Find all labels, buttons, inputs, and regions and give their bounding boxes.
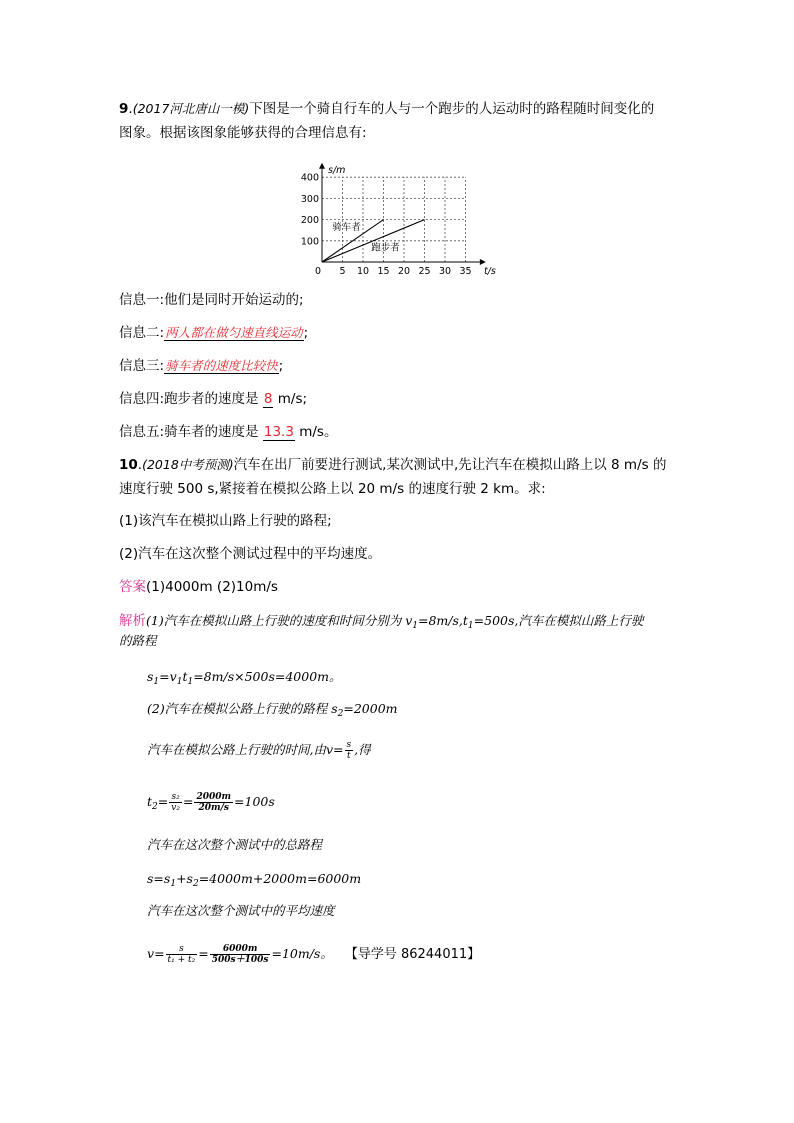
equation-3-text: =4000m+2000m=6000m (198, 871, 362, 886)
equation-4-result: =10m/s。 (271, 946, 333, 961)
equation-2-num: 2000m (196, 792, 232, 802)
analysis-label: 解析 (119, 613, 146, 629)
info-2-answer: 两人都在做匀速直线运动 (165, 325, 303, 340)
info-5-answer: 13.3 (263, 424, 294, 440)
answer-line (119, 578, 278, 596)
q10-stem-2: 速度行驶 500 s,紧接着在模拟公路上以 20 m/s 的速度行驶 2 km。求: (119, 481, 546, 497)
x-tick-label: 5 (339, 266, 346, 277)
q9-line-1: 9.(2017河北唐山一模)下图是一个骑自行车的人与一个跑步的人运动时的路程随时间变化的 (119, 101, 655, 117)
x-tick-label: 20 (397, 266, 411, 277)
info-4-text: 跑步者的速度是 (164, 391, 259, 407)
info-4-label: 信息四: (119, 391, 165, 407)
info-3-tail: ; (278, 358, 284, 374)
q10-stem-1: 汽车在出厂前要进行测试,某次测试中,先让汽车在模拟山路上以 8 m/s 的 (233, 457, 667, 473)
answer-label: 答案 (119, 579, 146, 595)
x-tick-label: 25 (418, 266, 431, 277)
distance-time-chart (300, 154, 500, 279)
x-tick-label: 35 (459, 266, 472, 277)
q9-stem-1: 下图是一个骑自行车的人与一个跑步的人运动时的路程随时间变化的 (249, 101, 655, 117)
q9-source: (2017河北唐山一模) (132, 101, 250, 116)
info-3 (119, 357, 283, 375)
info-5-text: 骑车者的速度是 (164, 424, 259, 440)
info-5-label: 信息五: (119, 424, 165, 440)
info-2 (119, 324, 308, 342)
info-4-tail: m/s; (277, 391, 308, 407)
q10-sub-1: (1)该汽车在模拟山路上行驶的路程; (119, 513, 332, 529)
x-tick-label: 0 (314, 266, 322, 277)
equation-4-num: 6000m (210, 944, 271, 955)
analysis-l2: 的路程 (119, 633, 157, 648)
chart-ticks (301, 173, 472, 277)
analysis-line-3: (2)汽车在模拟公路上行驶的路程 $s_2=2000m$ (147, 701, 398, 719)
series-label: 跑步者 (371, 242, 400, 254)
x-axis-label: t/s (483, 266, 496, 277)
q10-sub-2: (2)汽车在这次整个测试过程中的平均速度。 (119, 546, 382, 562)
analysis-l5: 汽车在这次整个测试中的总路程 (147, 837, 323, 852)
info-1 (119, 291, 304, 309)
q9-number: 9 (119, 101, 129, 117)
info-1-label: 信息一: (119, 292, 165, 308)
series-label: 骑车者 (332, 222, 361, 234)
equation-4-den: 500s＋100s (211, 955, 269, 965)
info-1-text: 他们是同时开始运动的; (164, 292, 304, 308)
guide-reference: 【导学号 86244011】 (344, 947, 481, 962)
analysis-l6: 汽车在这次整个测试中的平均速度 (147, 903, 335, 918)
y-tick-label: 100 (300, 236, 319, 248)
analysis-l4: 汽车在模拟公路上行驶的时间,由 (147, 742, 326, 757)
y-tick-label: 400 (300, 172, 319, 184)
x-axis-arrow (480, 259, 486, 265)
info-5 (119, 423, 337, 441)
analysis-l4b: ,得 (354, 742, 371, 757)
equation-2-den: 20m/s (198, 803, 229, 813)
q10-source: (2018中考预测) (142, 457, 234, 472)
equation-1: $s_1=v_1t_1=8m/s\times 500s=4000m$。 (147, 669, 342, 687)
analysis-l3b: =2000m (343, 701, 398, 716)
analysis-line-1: 解析(1)汽车在模拟山路上行驶的速度和时间分别为 $v_1=8m/s,t_1=500s$,汽车在模拟山路上行驶 (119, 613, 644, 631)
q9-stem-2: 图象。根据该图象能够获得的合理信息有: (119, 125, 367, 141)
equation-1-text: =8m/s×500s=4000m。 (193, 669, 342, 684)
info-3-answer: 骑车者的速度比较快 (165, 358, 278, 373)
info-5-tail: m/s。 (299, 424, 338, 440)
equation-3: $s=s_1+s_2=4000m+2000m=6000m$ (147, 871, 362, 889)
y-axis-label: s/m (328, 164, 346, 176)
y-axis-arrow (319, 163, 325, 169)
y-tick-label: 300 (300, 193, 319, 205)
chart-axes (319, 163, 486, 265)
equation-2: $t_2=$ $\frac{\text{s₂}}{\text{v₂}}$ = $\frac{2000m}{20m/s}$ =100s (147, 792, 275, 813)
info-3-label: 信息三: (119, 358, 165, 374)
answer-text: (1)4000m (2)10m/s (146, 579, 278, 595)
analysis-l1b: ,汽车在模拟山路上行驶 (514, 613, 644, 628)
info-4-answer: 8 (263, 391, 273, 407)
x-tick-label: 15 (377, 266, 390, 277)
q10-line-1: 10.(2018中考预测)汽车在出厂前要进行测试,某次测试中,先让汽车在模拟山路上以 8 m/s 的 (119, 457, 667, 473)
info-2-tail: ; (303, 325, 309, 341)
y-tick-label: 200 (300, 215, 319, 227)
info-2-label: 信息二: (119, 325, 165, 341)
equation-4: v= $\frac{s}{\text{t₁ + t₂}}$ = $\frac{6000m}{500s+100s}$ =10m/s。 【导学号 86244011】 (147, 944, 481, 965)
q10-number: 10 (119, 457, 138, 473)
info-4 (119, 390, 307, 408)
chart-labels (328, 165, 496, 277)
analysis-l1: (1)汽车在模拟山路上行驶的速度和时间分别为 (146, 613, 402, 628)
analysis-line-4: 汽车在模拟公路上行驶的时间,由v= $\frac{s}{t}$ ,得 (147, 740, 371, 761)
x-tick-label: 30 (438, 266, 452, 277)
equation-2-result: =100s (234, 794, 275, 809)
x-tick-label: 10 (356, 266, 370, 277)
analysis-l3: (2)汽车在模拟公路上行驶的路程 (147, 701, 328, 716)
